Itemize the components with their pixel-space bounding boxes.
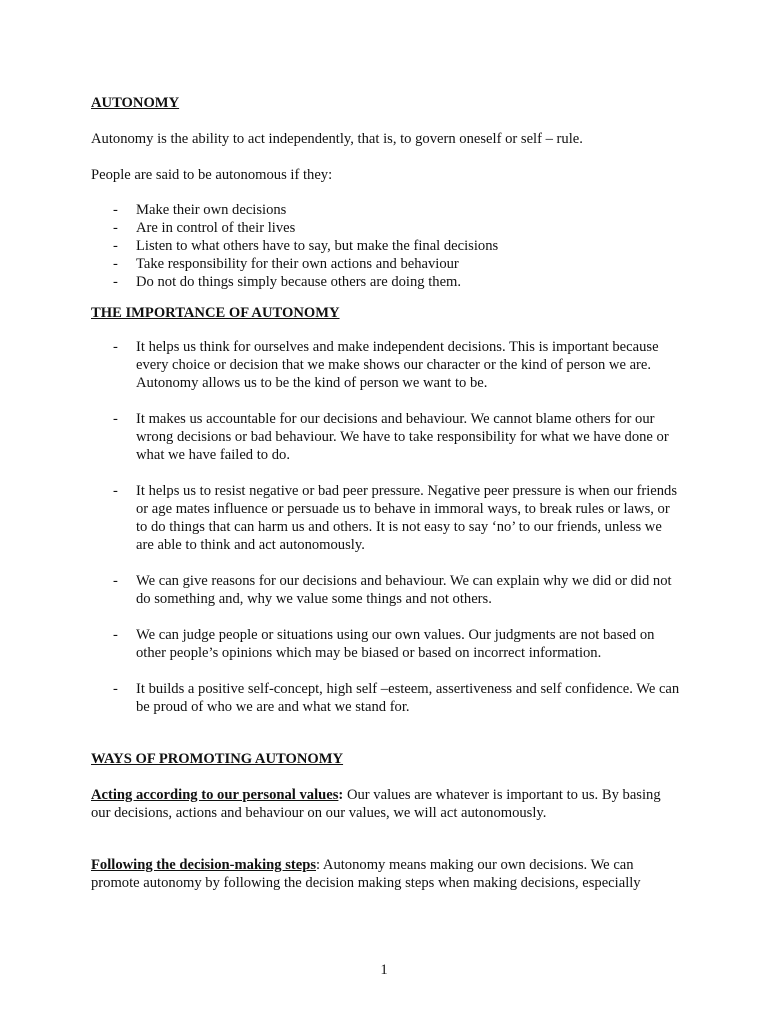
list-item [91,572,681,608]
way-text: Autonomy means making our own decisions. We can promote autonomy by following the decision making steps when making decisions, especially [91,857,641,891]
list-item [91,482,681,554]
list-item-text: Make their own decisions [136,202,287,218]
dash-marker: - [113,483,118,499]
title-heading: AUTONOMY [91,95,180,111]
list-item [91,338,681,392]
list-item-text: Take responsibility for their own actions and behaviour [136,256,459,272]
dash-marker: - [113,681,118,697]
intro-paragraph: People are said to be autonomous if they: [91,167,333,183]
importance-list [91,338,681,716]
way-separator: : [338,787,344,803]
way-separator: : [316,857,321,873]
list-item-text: It builds a positive self-concept, high self –esteem, assertiveness and self confidence. We can be proud of who we are and what we stand for. [136,681,680,715]
dash-marker: - [113,274,118,290]
list-item [91,219,681,237]
way-label: Acting according to our personal values [91,787,339,803]
dash-marker: - [113,339,118,355]
traits-list [91,201,681,291]
way-label: Following the decision-making steps [91,857,317,873]
list-item [91,201,681,219]
list-item [91,273,681,291]
ways-heading: WAYS OF PROMOTING AUTONOMY [91,751,344,767]
list-item [91,255,681,273]
list-item-text: It helps us to resist negative or bad peer pressure. Negative peer pressure is when our friends or age mates influence or persuade us to behave in immoral ways, to break rules or laws, or to do things that can harm us and others. It is not easy to say ‘no’ to our friends, unless we are able to think and act autonomously. [136,483,678,553]
way-paragraph-decision-steps [91,856,681,892]
list-item-text: Are in control of their lives [136,220,296,236]
list-item [91,237,681,255]
definition-paragraph: Autonomy is the ability to act independently, that is, to govern oneself or self – rule. [91,131,583,147]
list-item-text: We can judge people or situations using our own values. Our judgments are not based on other people’s opinions which may be biased or based on incorrect information. [136,627,655,661]
dash-marker: - [113,202,118,218]
page-number: 1 [380,962,388,978]
list-item-text: It helps us think for ourselves and make independent decisions. This is important because every choice or decision that we make shows our character or the kind of person we are. Autonomy allows us to be the kind of person we want to be. [136,339,659,391]
importance-heading: THE IMPORTANCE OF AUTONOMY [91,305,340,321]
list-item [91,626,681,662]
dash-marker: - [113,256,118,272]
dash-marker: - [113,573,118,589]
list-item [91,410,681,464]
dash-marker: - [113,238,118,254]
dash-marker: - [113,220,118,236]
list-item-text: It makes us accountable for our decisions and behaviour. We cannot blame others for our wrong decisions or bad behaviour. We have to take responsibility for what we have done or what we have failed to do. [136,411,669,463]
document-page [91,94,681,892]
list-item-text: We can give reasons for our decisions and behaviour. We can explain why we did or did not do something and, why we value some things and not others. [136,573,672,607]
dash-marker: - [113,411,118,427]
way-text: Our values are whatever is important to us. By basing our decisions, actions and behaviour on our values, we will act autonomously. [91,787,661,821]
list-item [91,680,681,716]
way-paragraph-values [91,786,681,822]
list-item-text: Listen to what others have to say, but make the final decisions [136,238,499,254]
dash-marker: - [113,627,118,643]
list-item-text: Do not do things simply because others are doing them. [136,274,462,290]
